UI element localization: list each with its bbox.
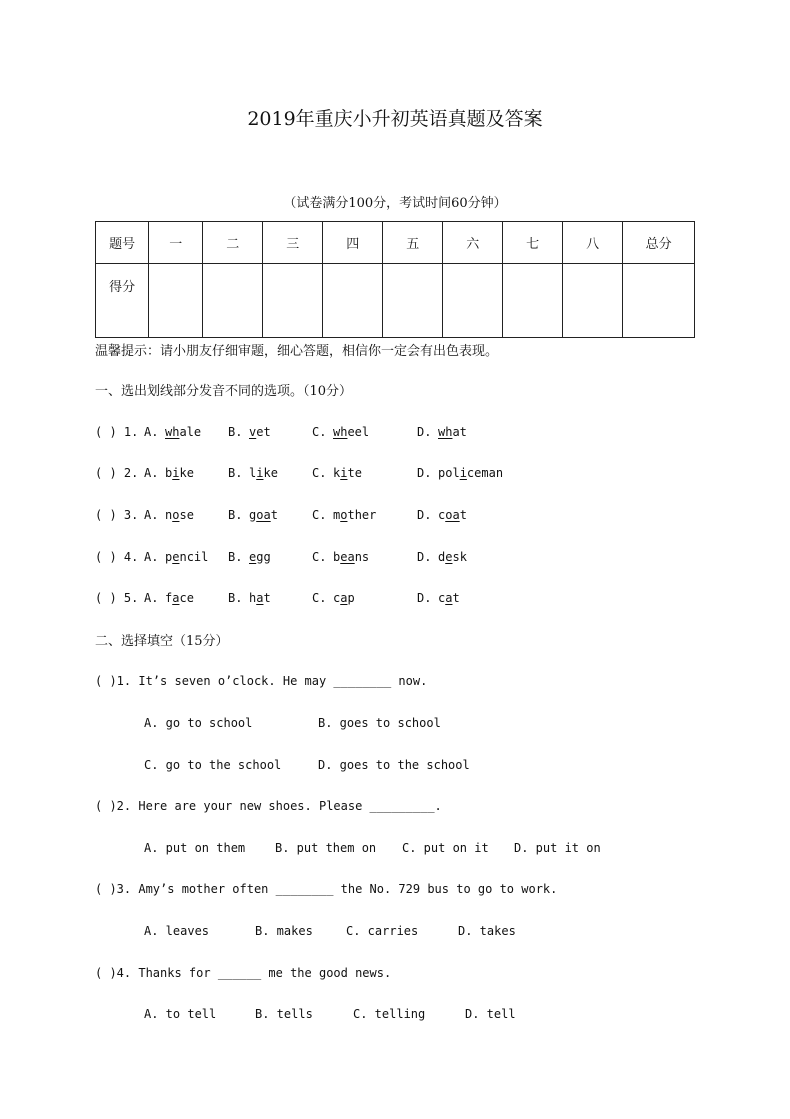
option-letter: C. xyxy=(312,466,327,480)
word-part: ke xyxy=(263,466,278,480)
underlined-letters: o xyxy=(340,508,348,522)
word-part: c xyxy=(438,508,446,522)
answer-option: C. carries xyxy=(346,924,419,938)
word-part: b xyxy=(333,550,341,564)
option-letter: A. xyxy=(144,591,159,605)
option-word xyxy=(165,591,194,605)
underlined-letters: a xyxy=(445,591,453,605)
option-word xyxy=(333,425,369,439)
word-part: c xyxy=(333,591,341,605)
option-word xyxy=(165,508,194,522)
word-part: se xyxy=(179,508,194,522)
option-letter: D. xyxy=(417,508,432,522)
question-stem: ( )4. Thanks for ______ me the good news. xyxy=(95,966,392,980)
word-part: sk xyxy=(452,550,467,564)
option-letter: C. xyxy=(312,550,327,564)
option-word xyxy=(165,466,194,480)
option-letter: D. xyxy=(417,550,432,564)
score-table-col: 总分 xyxy=(623,222,695,264)
section2-heading: 二、选择填空（15分） xyxy=(95,634,229,649)
option-word xyxy=(249,550,271,564)
score-table-col: 三 xyxy=(263,222,323,264)
answer-option: B. makes xyxy=(255,924,313,938)
word-part: f xyxy=(165,591,173,605)
word-part: pol xyxy=(438,466,460,480)
word-part: t xyxy=(270,508,278,522)
question-number: ( ) 1. xyxy=(95,425,139,439)
question-stem: ( )1. It’s seven o’clock. He may ________ now. xyxy=(95,674,428,688)
option-word xyxy=(249,508,278,522)
underlined-letters: v xyxy=(249,425,257,439)
word-part: t xyxy=(459,508,467,522)
word-part: ther xyxy=(347,508,377,522)
underlined-letters: i xyxy=(172,466,180,480)
word-part: gg xyxy=(256,550,271,564)
word-part: te xyxy=(347,466,362,480)
score-table-row-label: 得分 xyxy=(96,264,149,338)
underlined-letters: wh xyxy=(333,425,348,439)
score-cell xyxy=(443,264,503,338)
score-table-header-label: 题号 xyxy=(96,222,149,264)
score-table-score-row xyxy=(96,264,695,338)
word-part: t xyxy=(263,591,271,605)
option-letter: B. xyxy=(228,425,243,439)
score-table-col: 一 xyxy=(149,222,203,264)
score-table-col: 七 xyxy=(503,222,563,264)
word-part: ns xyxy=(354,550,370,564)
option-word xyxy=(438,550,467,564)
word-part: c xyxy=(438,591,446,605)
answer-option: D. tell xyxy=(465,1007,516,1021)
word-part: ale xyxy=(179,425,202,439)
underlined-letters: e xyxy=(249,550,257,564)
answer-option: D. goes to the school xyxy=(318,758,470,772)
option-word xyxy=(333,466,362,480)
question-number: ( ) 2. xyxy=(95,466,139,480)
score-table xyxy=(95,221,695,338)
option-letter: C. xyxy=(312,508,327,522)
question-stem: ( )3. Amy’s mother often ________ the No. 729 bus to go to work. xyxy=(95,882,558,896)
underlined-letters: e xyxy=(445,550,453,564)
score-cell xyxy=(263,264,323,338)
word-part: ceman xyxy=(466,466,504,480)
score-table-header-row xyxy=(96,222,695,264)
option-letter: B. xyxy=(228,508,243,522)
word-part: et xyxy=(256,425,271,439)
question-stem: ( )2. Here are your new shoes. Please _________. xyxy=(95,799,442,813)
score-cell xyxy=(323,264,383,338)
answer-option: A. put on them xyxy=(144,841,246,855)
page-title: 2019年重庆小升初英语真题及答案 xyxy=(247,108,543,130)
word-part: ke xyxy=(179,466,194,480)
underlined-letters: a xyxy=(256,591,264,605)
option-word xyxy=(165,425,201,439)
option-letter: B. xyxy=(228,591,243,605)
option-letter: D. xyxy=(417,466,432,480)
underlined-letters: wh xyxy=(438,425,453,439)
option-word xyxy=(438,425,467,439)
option-letter: A. xyxy=(144,508,159,522)
tip-text: 温馨提示：请小朋友仔细审题，细心答题，相信你一定会有出色表现。 xyxy=(95,344,499,359)
score-cell xyxy=(383,264,443,338)
score-table-col: 二 xyxy=(203,222,263,264)
score-cell xyxy=(563,264,623,338)
answer-option: A. to tell xyxy=(144,1007,217,1021)
word-part: g xyxy=(249,508,257,522)
option-letter: B. xyxy=(228,550,243,564)
option-word xyxy=(333,591,355,605)
question-number: ( ) 5. xyxy=(95,591,139,605)
word-part: ncil xyxy=(179,550,209,564)
underlined-letters: o xyxy=(172,508,180,522)
word-part: at xyxy=(452,425,467,439)
word-part: l xyxy=(249,466,257,480)
question-number: ( ) 4. xyxy=(95,550,139,564)
underlined-letters: a xyxy=(172,591,180,605)
score-table-col: 五 xyxy=(383,222,443,264)
word-part: p xyxy=(165,550,173,564)
answer-option: C. telling xyxy=(353,1007,426,1021)
word-part: ce xyxy=(179,591,194,605)
option-letter: C. xyxy=(312,425,327,439)
word-part: p xyxy=(347,591,355,605)
option-letter: C. xyxy=(312,591,327,605)
underlined-letters: wh xyxy=(165,425,180,439)
score-table-col: 六 xyxy=(443,222,503,264)
answer-option: D. takes xyxy=(458,924,516,938)
option-letter: A. xyxy=(144,466,159,480)
underlined-letters: oa xyxy=(256,508,271,522)
section1-heading: 一、选出划线部分发音不同的选项。（10分） xyxy=(95,384,353,399)
underlined-letters: ea xyxy=(340,550,355,564)
option-word xyxy=(249,425,271,439)
underlined-letters: i xyxy=(256,466,264,480)
word-part: t xyxy=(452,591,460,605)
score-table-col: 四 xyxy=(323,222,383,264)
word-part: eel xyxy=(347,425,370,439)
word-part: m xyxy=(333,508,341,522)
score-cell xyxy=(203,264,263,338)
score-cell xyxy=(149,264,203,338)
word-part: d xyxy=(438,550,446,564)
underlined-letters: oa xyxy=(445,508,460,522)
underlined-letters: i xyxy=(459,466,467,480)
option-word xyxy=(333,508,376,522)
score-cell xyxy=(623,264,695,338)
answer-option: A. go to school xyxy=(144,716,253,730)
option-word xyxy=(249,591,271,605)
option-word xyxy=(438,466,503,480)
answer-option: A. leaves xyxy=(144,924,210,938)
answer-option: B. goes to school xyxy=(318,716,441,730)
option-word xyxy=(165,550,208,564)
option-letter: D. xyxy=(417,425,432,439)
underlined-letters: i xyxy=(340,466,348,480)
underlined-letters: e xyxy=(172,550,180,564)
answer-option: C. put on it xyxy=(402,841,489,855)
score-table-col: 八 xyxy=(563,222,623,264)
score-cell xyxy=(503,264,563,338)
option-word xyxy=(249,466,278,480)
word-part: h xyxy=(249,591,257,605)
option-word xyxy=(333,550,369,564)
exam-note: （试卷满分100分，考试时间60分钟） xyxy=(283,196,507,211)
question-number: ( ) 3. xyxy=(95,508,139,522)
option-letter: D. xyxy=(417,591,432,605)
word-part: k xyxy=(333,466,341,480)
option-word xyxy=(438,508,467,522)
option-letter: A. xyxy=(144,550,159,564)
answer-option: B. tells xyxy=(255,1007,313,1021)
option-letter: A. xyxy=(144,425,159,439)
answer-option: C. go to the school xyxy=(144,758,282,772)
answer-option: B. put them on xyxy=(275,841,377,855)
word-part: b xyxy=(165,466,173,480)
underlined-letters: a xyxy=(340,591,348,605)
option-letter: B. xyxy=(228,466,243,480)
word-part: n xyxy=(165,508,173,522)
answer-option: D. put it on xyxy=(514,841,601,855)
option-word xyxy=(438,591,460,605)
